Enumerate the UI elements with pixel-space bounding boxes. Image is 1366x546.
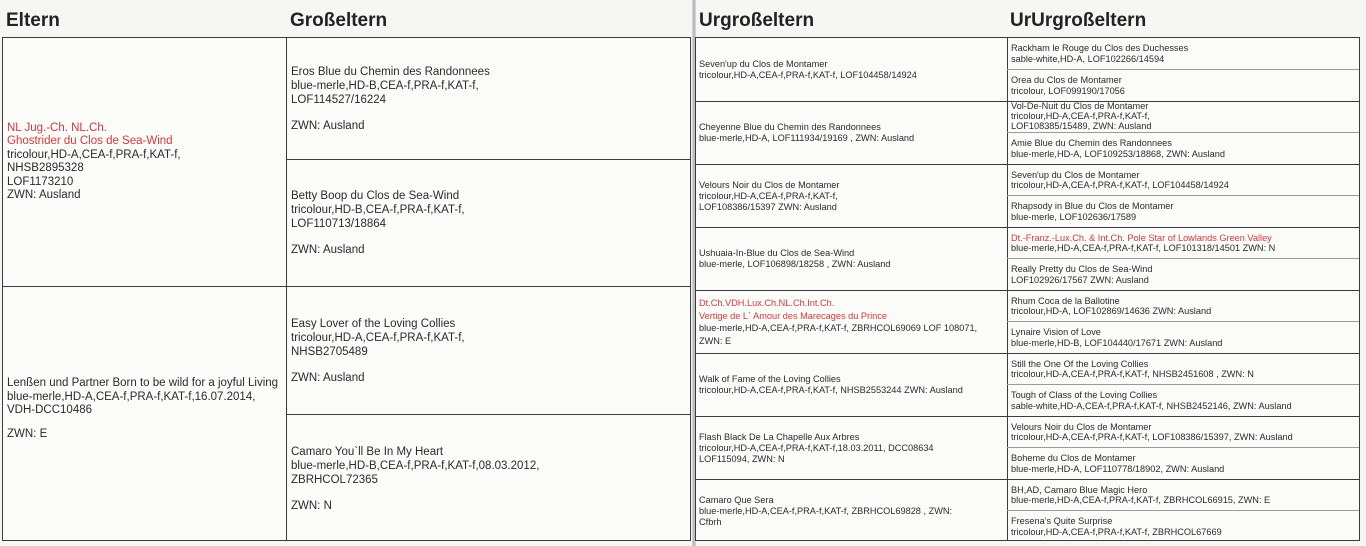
entry-line: blue-merle,HD-A,CEA-f,PRA-f,KAT-f, ZBRHCOL66915, ZWN: E xyxy=(1011,495,1271,505)
entry-line: sable-white,HD-A, LOF102266/14594 xyxy=(1011,53,1165,64)
great-great-grandparent-13 xyxy=(1008,417,1360,447)
header-great-great-grandparents: UrUrgroßeltern xyxy=(1010,10,1147,31)
grandparent-zwn: ZWN: Ausland xyxy=(291,119,365,132)
grandparent-name: Betty Boop du Clos de Sea-Wind xyxy=(291,190,460,202)
entry-titles: Dt.-Franz.-Lux.Ch. & Int.Ch. Pole Star of Lowlands Green Valley xyxy=(1011,232,1272,243)
entry-line: Rhum Coca de la Ballotine xyxy=(1011,295,1120,306)
great-great-grandparent-8 xyxy=(1008,259,1360,290)
dam-reg: VDH-DCC10486 xyxy=(7,404,93,416)
entry-line: LOF108386/15397 ZWN: Ausland xyxy=(699,201,837,212)
entry-line: blue-merle,HD-A, LOF110778/18902, ZWN: Ausland xyxy=(1011,463,1225,474)
entry-line: Lynaire Vision of Love xyxy=(1011,327,1101,337)
sire-name: Ghostrider du Clos de Sea-Wind xyxy=(7,135,173,147)
great-great-grandparent-16 xyxy=(1008,511,1360,541)
entry-line: Rhapsody in Blue du Clos de Montamer xyxy=(1011,201,1174,211)
entry-line: LOF102926/17567 ZWN: Ausland xyxy=(1011,274,1149,285)
great-grandparent-6 xyxy=(696,354,1007,416)
entry-line: tricolour,HD-A,CEA-f,PRA-f,KAT-f,18.03.2011, DCC08634 xyxy=(699,442,934,453)
entry-line: tricolour,HD-A,CEA-f,PRA-f,KAT-f, LOF104458/14924 xyxy=(1011,180,1229,190)
entry-line: ZWN: E xyxy=(699,335,732,346)
entry-line: blue-merle,HD-A, LOF111934/19169 , ZWN: Ausland xyxy=(699,133,915,143)
great-great-grandparent-3 xyxy=(1008,102,1360,132)
entry-line: Seven'up du Clos de Montamer xyxy=(699,58,828,69)
sire-reg: NHSB2895328 xyxy=(7,162,84,174)
great-great-grandparent-11 xyxy=(1008,354,1360,384)
great-great-grandparent-15 xyxy=(1008,480,1360,510)
entry-line: Seven'up du Clos de Montamer xyxy=(1011,169,1140,180)
grandparent-reg: NHSB2705489 xyxy=(291,345,368,358)
header-grandparents: Großeltern xyxy=(290,10,388,31)
sire-details: tricolour,HD-A,CEA-f,PRA-f,KAT-f, xyxy=(7,148,181,161)
entry-line: tricolour,HD-A,CEA-f,PRA-f,KAT-f, NHSB2553244 ZWN: Ausland xyxy=(699,385,963,395)
grandparent-details: tricolour,HD-B,CEA-f,PRA-f,KAT-f, xyxy=(291,204,465,216)
entry-line: blue-merle, LOF106898/18258 , ZWN: Ausland xyxy=(699,259,891,269)
grandparent-3 xyxy=(287,287,691,414)
grandparent-details: blue-merle,HD-B,CEA-f,PRA-f,KAT-f,08.03.2012, xyxy=(291,459,540,472)
grandparent-4 xyxy=(287,415,691,541)
dam-name: Lenßen und Partner Born to be wild for a joyful Living xyxy=(7,377,279,389)
great-grandparent-2 xyxy=(696,102,1007,164)
great-grandparent-5 xyxy=(696,291,1007,353)
great-great-grandparent-2 xyxy=(1008,70,1360,101)
dam-zwn: ZWN: E xyxy=(7,427,48,440)
pedigree-right-page xyxy=(695,0,1366,546)
great-great-grandparent-9 xyxy=(1008,291,1360,321)
entry-line: tricolour,HD-A,CEA-f,PRA-f,KAT-f, xyxy=(1011,111,1150,122)
grandparent-details: tricolour,HD-A,CEA-f,PRA-f,KAT-f, xyxy=(291,331,465,344)
entry-line: blue-merle,HD-A,CEA-f,PRA-f,KAT-f, ZBRHCOL69069 LOF 108071, xyxy=(699,323,978,333)
great-great-grandparent-5 xyxy=(1008,165,1360,195)
entry-line: Rackham le Rouge du Clos des Duchesses xyxy=(1011,43,1189,53)
entry-line: Cfbrh xyxy=(699,516,722,527)
entry-line: blue-merle,HD-A,CEA-f,PRA-f,KAT-f, ZBRHCOL69828 , ZWN: xyxy=(699,505,953,516)
entry-line: blue-merle,HD-A,CEA-f,PRA-f,KAT-f, LOF101318/14501 ZWN: N xyxy=(1011,243,1276,253)
entry-titles: Dt.Ch.VDH.Lux.Ch.NL.Ch.Int.Ch. xyxy=(699,298,835,308)
grandparent-reg: ZBRHCOL72365 xyxy=(291,473,378,486)
grandparent-name: Eros Blue du Chemin des Randonnees xyxy=(291,65,490,78)
entry-line: tricolour,HD-A,CEA-f,PRA-f,KAT-f, LOF108386/15397, ZWN: Ausland xyxy=(1011,432,1293,442)
parent-dam xyxy=(3,287,286,541)
great-great-grandparent-7 xyxy=(1008,228,1360,258)
entry-line: Flash Black De La Chapelle Aux Arbres xyxy=(699,431,860,442)
entry-line: blue-merle, LOF102636/17589 xyxy=(1011,211,1137,222)
entry-line: Walk of Fame of the Loving Collies xyxy=(699,374,841,384)
right-table xyxy=(695,37,1360,541)
entry-line: LOF115094, ZWN: N xyxy=(699,453,785,464)
entry-line: Ushuaia-In-Blue du Clos de Sea-Wind xyxy=(699,248,855,258)
entry-line: tricolour, LOF099190/17056 xyxy=(1011,85,1125,96)
entry-line: Camaro Que Sera xyxy=(699,494,774,505)
grandparent-reg: LOF110713/18864 xyxy=(291,218,387,230)
entry-line: tricolour,HD-A,CEA-f,PRA-f,KAT-f, LOF104458/14924 xyxy=(699,69,917,80)
great-grandparent-3 xyxy=(696,165,1007,227)
entry-line: LOF108385/15489, ZWN: Ausland xyxy=(1011,120,1152,131)
entry-line: Still the One Of the Loving Collies xyxy=(1011,358,1149,369)
entry-line: Fresena's Quite Surprise xyxy=(1011,516,1113,526)
entry-line: Really Pretty du Clos de Sea-Wind xyxy=(1011,264,1153,274)
entry-name: Vertige de L` Amour des Marecages du Prince xyxy=(699,310,887,321)
entry-line: Tough of Class of the Loving Collies xyxy=(1011,390,1158,400)
great-great-grandparent-6 xyxy=(1008,196,1360,227)
parent-sire xyxy=(3,38,286,286)
entry-line: tricolour,HD-A,CEA-f,PRA-f,KAT-f, NHSB2451608 , ZWN: N xyxy=(1011,369,1254,379)
header-great-grandparents: Urgroßeltern xyxy=(699,10,815,31)
great-great-grandparent-10 xyxy=(1008,322,1360,353)
great-grandparent-7 xyxy=(696,417,1007,479)
entry-line: Velours Noir du Clos de Montamer xyxy=(699,179,840,190)
great-great-grandparent-14 xyxy=(1008,448,1360,479)
grandparent-zwn: ZWN: N xyxy=(291,499,332,512)
sire-titles: NL Jug.-Ch. NL.Ch. xyxy=(7,121,107,134)
great-grandparent-1 xyxy=(696,38,1007,101)
entry-line: BH,AD, Camaro Blue Magic Hero xyxy=(1011,484,1148,495)
grandparent-reg: LOF114527/16224 xyxy=(291,93,387,106)
great-great-grandparent-4 xyxy=(1008,133,1360,164)
entry-line: Boheme du Clos de Montamer xyxy=(1011,453,1136,463)
sire-zwn: ZWN: Ausland xyxy=(7,189,81,201)
entry-line: tricolour,HD-A,CEA-f,PRA-f,KAT-f, ZBRHCOL67669 xyxy=(1011,526,1222,537)
entry-line: tricolour,HD-A,CEA-f,PRA-f,KAT-f, xyxy=(699,190,838,201)
entry-line: Vol-De-Nuit du Clos de Montamer xyxy=(1011,102,1149,112)
dam-details: blue-merle,HD-A,CEA-f,PRA-f,KAT-f,16.07.2014, xyxy=(7,390,256,403)
entry-line: Cheyenne Blue du Chemin des Randonnees xyxy=(699,122,881,132)
entry-line: sable-white,HD-A,CEA-f,PRA-f,KAT-f, NHSB2452146, ZWN: Ausland xyxy=(1011,400,1292,411)
entry-line: Amie Blue du Chemin des Randonnees xyxy=(1011,138,1172,148)
great-great-grandparent-12 xyxy=(1008,385,1360,416)
left-table xyxy=(2,37,691,541)
grandparent-details: blue-merle,HD-B,CEA-f,PRA-f,KAT-f, xyxy=(291,79,479,92)
entry-line: tricolour,HD-A, LOF102869/14636 ZWN: Ausland xyxy=(1011,306,1212,316)
great-grandparent-8 xyxy=(696,480,1007,541)
entry-line: blue-merle,HD-B, LOF104440/17671 ZWN: Ausland xyxy=(1011,337,1223,348)
great-grandparent-4 xyxy=(696,228,1007,290)
grandparent-zwn: ZWN: Ausland xyxy=(291,244,365,256)
great-great-grandparent-1 xyxy=(1008,38,1360,69)
grandparent-1 xyxy=(287,38,691,159)
sire-reg2: LOF1173210 xyxy=(7,175,74,188)
grandparent-name: Camaro You`ll Be In My Heart xyxy=(291,445,444,458)
grandparent-name: Easy Lover of the Loving Collies xyxy=(291,317,456,330)
grandparent-2 xyxy=(287,160,691,286)
entry-line: blue-merle,HD-A, LOF109253/18868, ZWN: Ausland xyxy=(1011,148,1225,159)
header-parents: Eltern xyxy=(6,10,60,31)
entry-line: Velours Noir du Clos de Montamer xyxy=(1011,421,1152,432)
grandparent-zwn: ZWN: Ausland xyxy=(291,371,365,384)
entry-line: Orea du Clos de Montamer xyxy=(1011,75,1122,85)
